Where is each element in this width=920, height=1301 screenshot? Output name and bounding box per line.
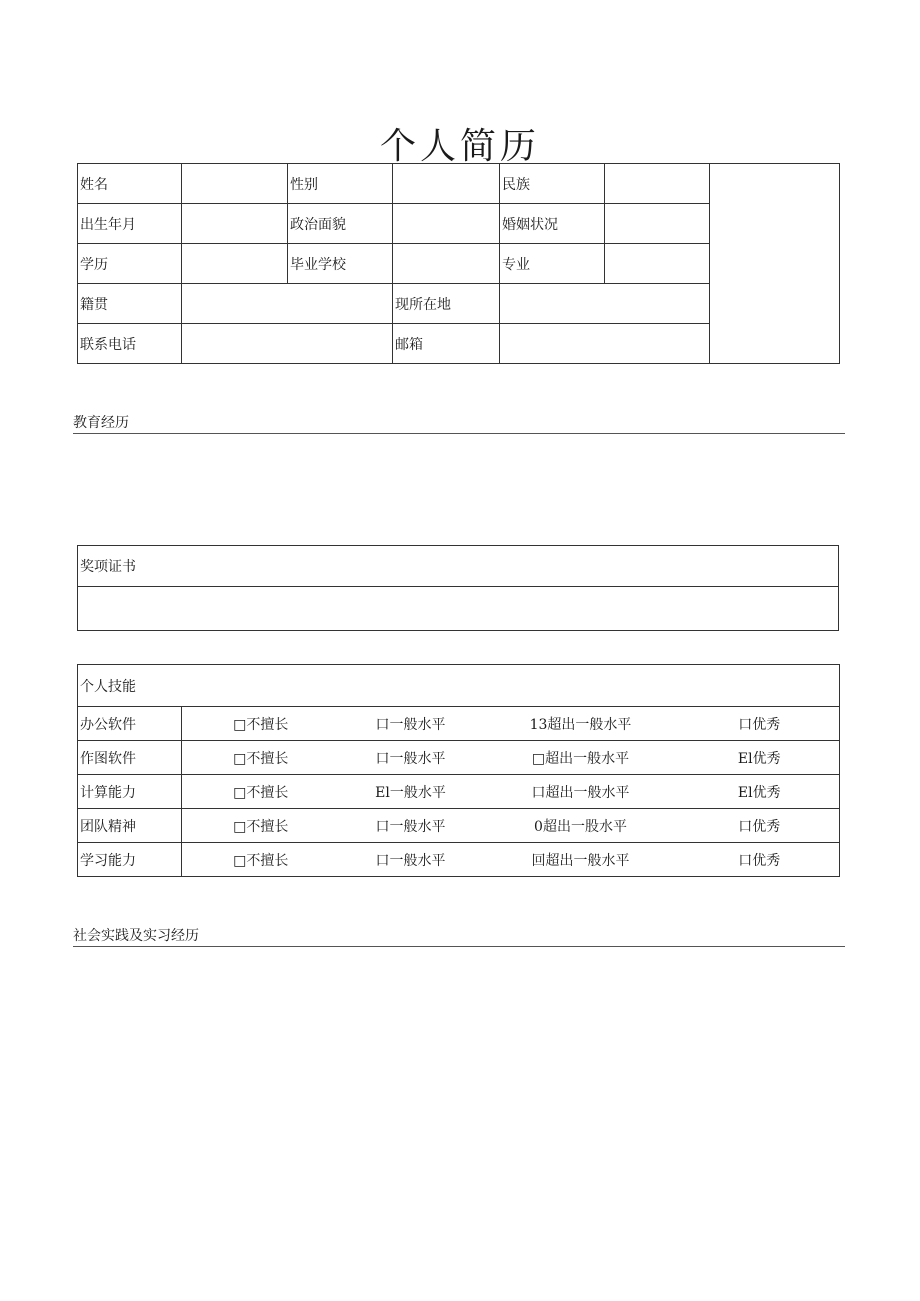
option-average[interactable]: 口一般水平 [340, 741, 482, 775]
option-excellent[interactable]: El优秀 [680, 775, 840, 809]
location-label: 现所在地 [393, 284, 500, 324]
option-average[interactable]: 口一般水平 [340, 707, 482, 741]
education-label: 学历 [78, 244, 182, 284]
option-not-good[interactable]: □不擅长 [182, 809, 340, 843]
political-label: 政治面貌 [288, 204, 393, 244]
school-field[interactable] [393, 244, 500, 284]
option-above-average[interactable]: 13超出一般水平 [482, 707, 680, 741]
name-label: 姓名 [78, 164, 182, 204]
personal-info-table [77, 163, 840, 364]
skills-heading: 个人技能 [78, 665, 840, 707]
email-label: 邮箱 [393, 324, 500, 364]
option-average[interactable]: El一般水平 [340, 775, 482, 809]
ethnicity-label: 民族 [500, 164, 605, 204]
hometown-label: 籍贯 [78, 284, 182, 324]
option-average[interactable]: 口一般水平 [340, 809, 482, 843]
name-field[interactable] [182, 164, 288, 204]
skill-row-learning [78, 843, 840, 877]
major-field[interactable] [605, 244, 710, 284]
hometown-field[interactable] [182, 284, 393, 324]
skill-row-drawing [78, 741, 840, 775]
birth-label: 出生年月 [78, 204, 182, 244]
gender-field[interactable] [393, 164, 500, 204]
school-label: 毕业学校 [288, 244, 393, 284]
option-above-average[interactable]: 0超出一股水平 [482, 809, 680, 843]
option-excellent[interactable]: El优秀 [680, 741, 840, 775]
marital-field[interactable] [605, 204, 710, 244]
awards-content[interactable] [78, 587, 839, 631]
skill-label: 办公软件 [78, 707, 182, 741]
option-above-average[interactable]: □超出一般水平 [482, 741, 680, 775]
political-field[interactable] [393, 204, 500, 244]
option-not-good[interactable]: □不擅长 [182, 843, 340, 877]
gender-label: 性别 [288, 164, 393, 204]
option-excellent[interactable]: 口优秀 [680, 843, 840, 877]
education-field[interactable] [182, 244, 288, 284]
option-excellent[interactable]: 口优秀 [680, 707, 840, 741]
option-not-good[interactable]: □不擅长 [182, 741, 340, 775]
location-field[interactable] [500, 284, 710, 324]
skill-row-teamwork [78, 809, 840, 843]
option-not-good[interactable]: □不擅长 [182, 775, 340, 809]
birth-field[interactable] [182, 204, 288, 244]
skill-label: 学习能力 [78, 843, 182, 877]
education-section-heading: 教育经历 [73, 414, 845, 434]
option-above-average[interactable]: 回超出一般水平 [482, 843, 680, 877]
page-title: 个人简历 [379, 126, 540, 167]
skill-label: 计算能力 [78, 775, 182, 809]
skill-label: 作图软件 [78, 741, 182, 775]
option-excellent[interactable]: 口优秀 [680, 809, 840, 843]
practice-section-heading: 社会实践及实习经历 [73, 927, 845, 947]
email-field[interactable] [500, 324, 710, 364]
skill-row-office [78, 707, 840, 741]
option-above-average[interactable]: 口超出一般水平 [482, 775, 680, 809]
phone-label: 联系电话 [78, 324, 182, 364]
skill-label: 团队精神 [78, 809, 182, 843]
photo-box[interactable] [710, 164, 840, 364]
marital-label: 婚姻状况 [500, 204, 605, 244]
awards-heading: 奖项证书 [78, 546, 839, 587]
skills-table [77, 664, 840, 877]
phone-field[interactable] [182, 324, 393, 364]
ethnicity-field[interactable] [605, 164, 710, 204]
major-label: 专业 [500, 244, 605, 284]
skill-row-computing [78, 775, 840, 809]
option-not-good[interactable]: □不擅长 [182, 707, 340, 741]
option-average[interactable]: 口一般水平 [340, 843, 482, 877]
awards-table [77, 545, 839, 631]
